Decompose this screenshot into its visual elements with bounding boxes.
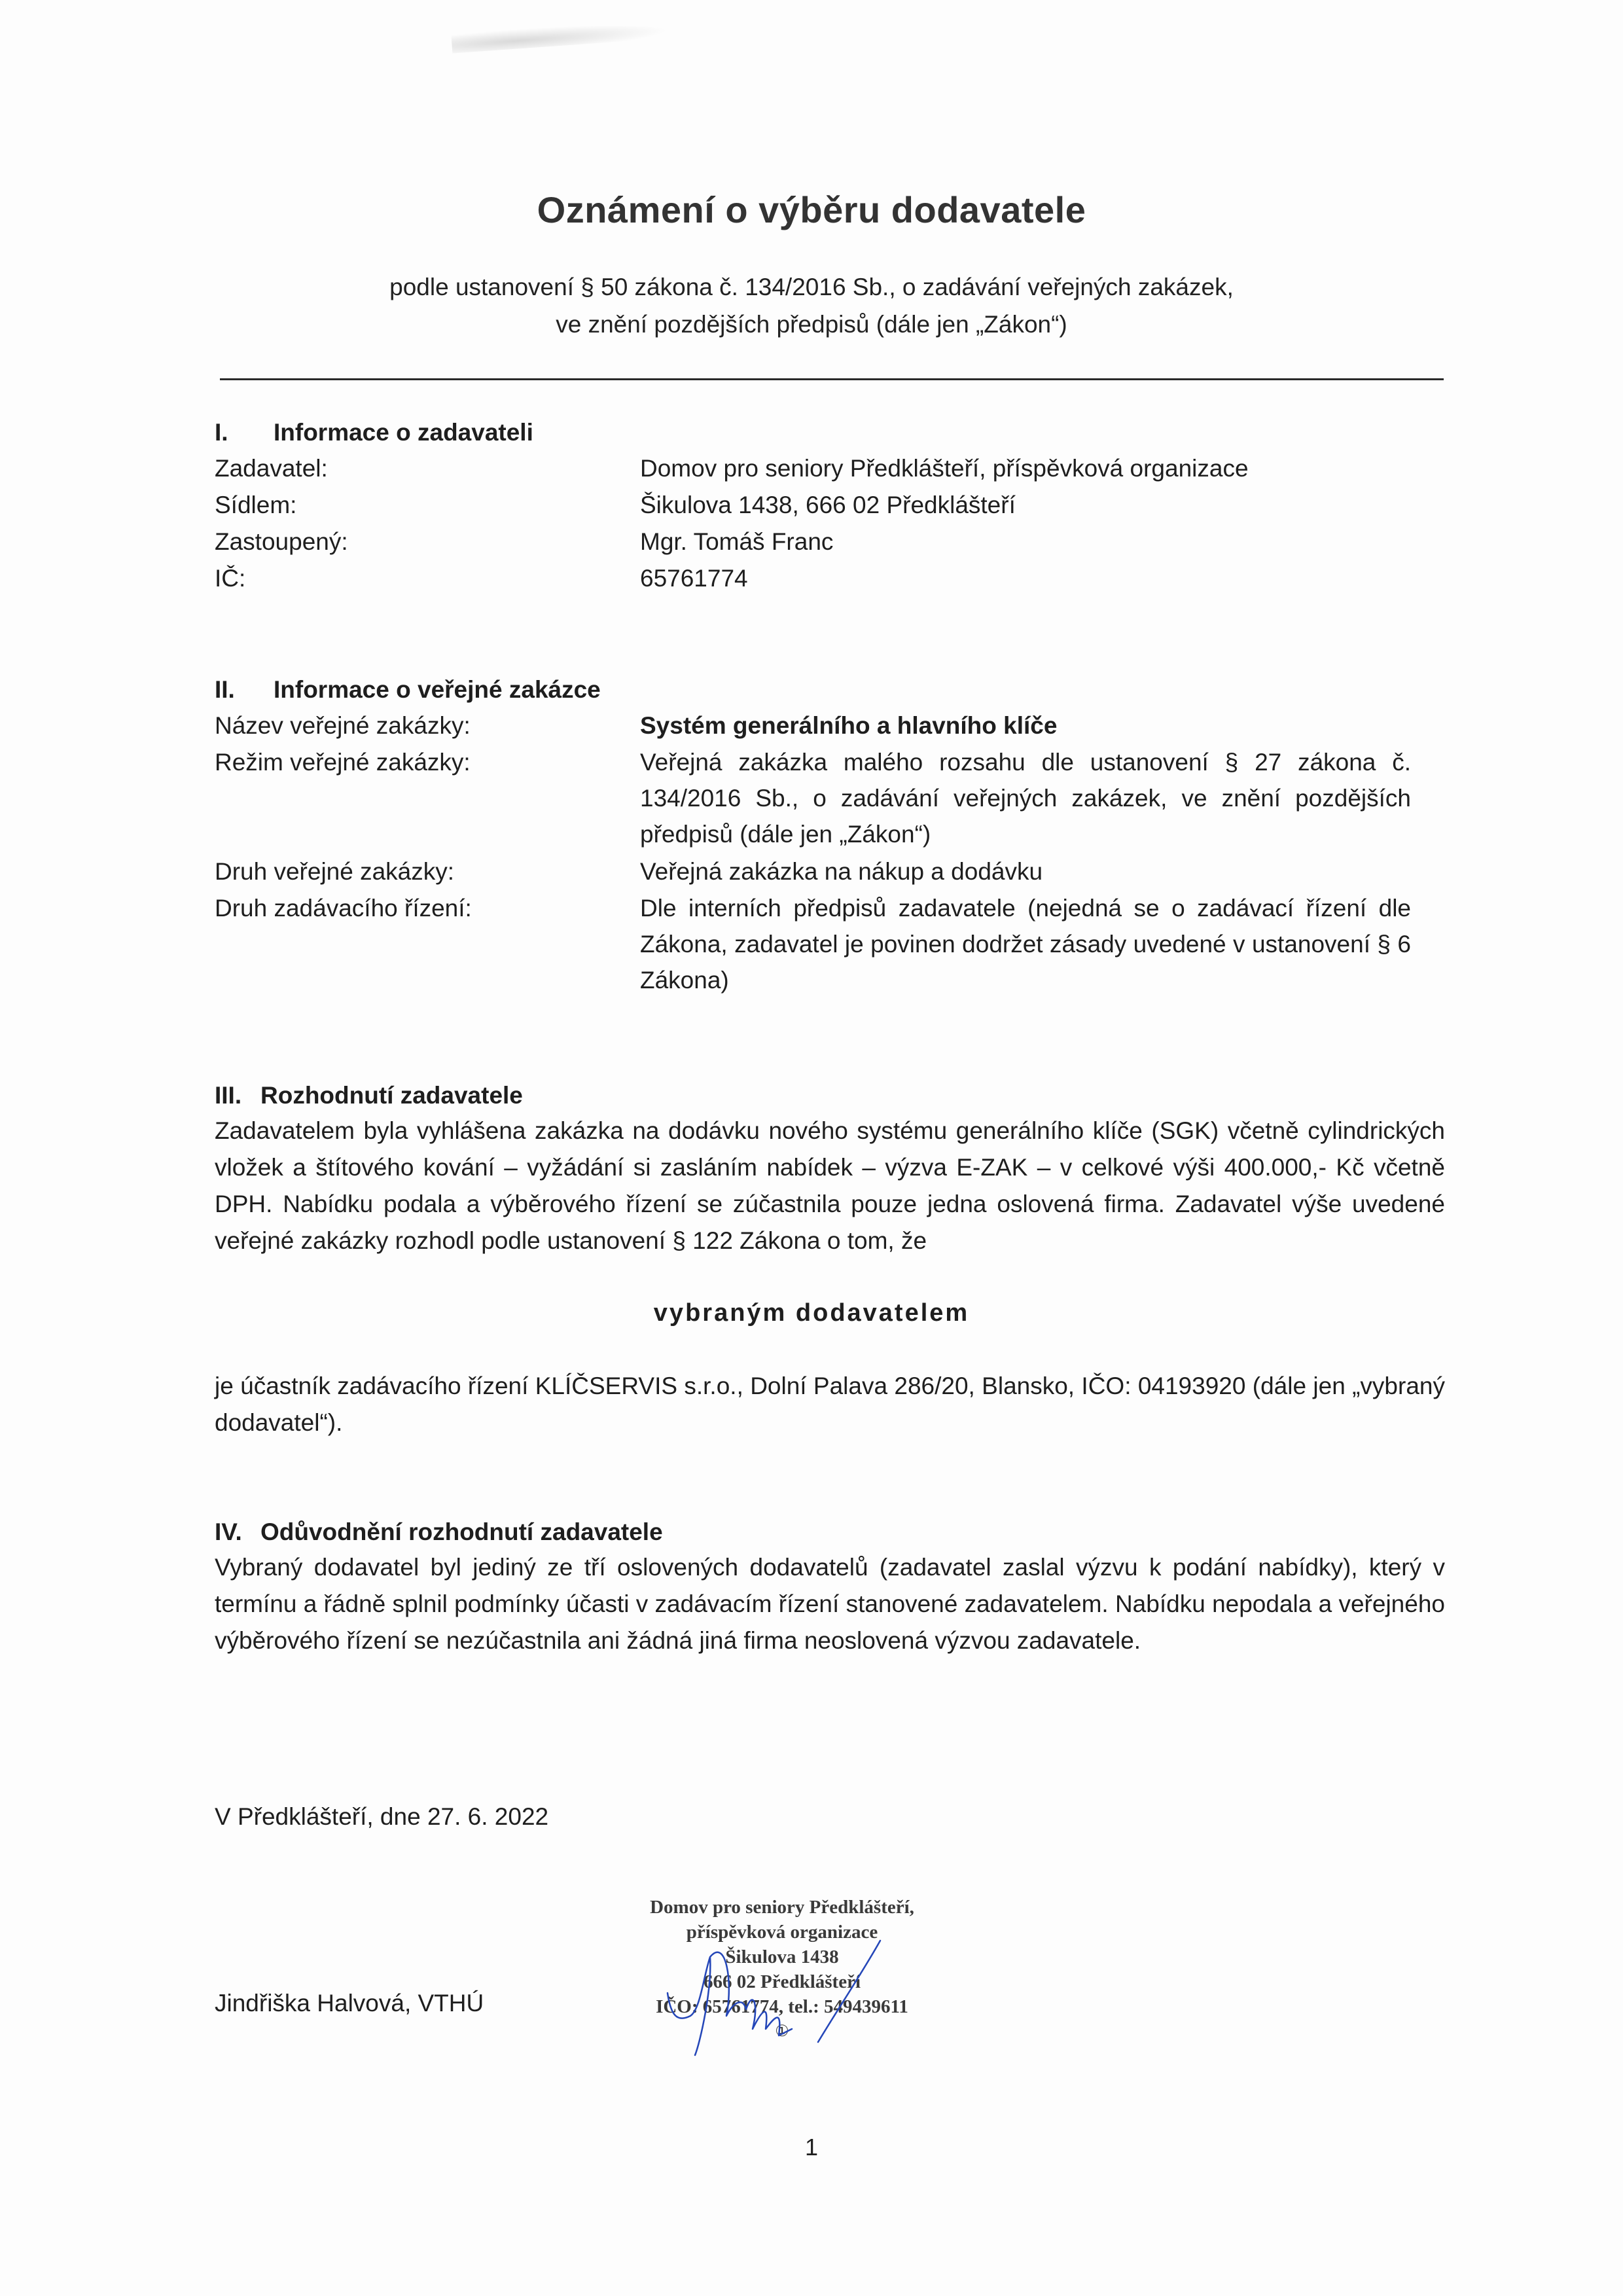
section-title: Odůvodnění rozhodnutí zadavatele: [260, 1518, 663, 1545]
field-label: Název veřejné zakázky:: [215, 712, 471, 739]
field-value: 65761774: [640, 565, 748, 592]
contract-name-value: Systém generálního a hlavního klíče: [640, 712, 1058, 739]
stamp-line: IČO: 65761774, tel.: 549439611: [656, 1996, 908, 2017]
section-2-heading: [215, 676, 601, 704]
stamp-mark: ①: [775, 2023, 789, 2040]
field-value: Veřejná zakázka na nákup a dodávku: [640, 858, 1043, 885]
document-title: Oznámení o výběru dodavatele: [537, 189, 1086, 230]
field-value: Šikulova 1438, 666 02 Předklášteří: [640, 492, 1016, 518]
section-title: Rozhodnutí zadavatele: [260, 1082, 523, 1109]
stamp-line: Domov pro seniory Předklášteří,: [650, 1897, 914, 1918]
decision-paragraph: Zadavatelem byla vyhlášena zakázka na dodávku nového systému generálního klíče (SGK) včetně cylindrických vložek a štítového kování – vyžádání si zasláním nabídek – výzva E-ZAK – v celkové výši 400.000,- Kč včetně DPH. Nabídku podala a výběrového řízení se zúčastnila pouze jedna oslovená firma. Zadavatel výše uvedené veřejné zakázky rozhodl podle ustanovení § 122 Zákona o tom, že: [215, 1117, 1445, 1254]
subtitle-line-2: ve znění pozdějších předpisů (dále jen „Zákon“): [556, 311, 1067, 338]
field-label: Zadavatel:: [215, 455, 328, 482]
subtitle-line-1: podle ustanovení § 50 zákona č. 134/2016 Sb., o zadávání veřejných zakázek,: [389, 274, 1234, 300]
horizontal-rule: [220, 378, 1444, 380]
field-value: Domov pro seniory Předklášteří, příspěvková organizace: [640, 455, 1249, 482]
field-label: Režim veřejné zakázky:: [215, 749, 471, 776]
page-number: 1: [804, 2134, 819, 2161]
signatory-name: Jindřiška Halvová, VTHÚ: [215, 1990, 484, 2017]
section-4-heading: [215, 1518, 663, 1546]
selected-supplier-emphasis: vybraným dodavatelem: [653, 1299, 970, 1327]
section-number: I.: [215, 419, 228, 446]
field-label: Druh zadávacího řízení:: [215, 895, 472, 922]
section-number: IV.: [215, 1518, 242, 1545]
field-value: Mgr. Tomáš Franc: [640, 528, 834, 555]
stamp-line: příspěvková organizace: [686, 1922, 878, 1943]
field-label: IČ:: [215, 565, 246, 592]
field-label: Druh veřejné zakázky:: [215, 858, 455, 885]
field-value: Veřejná zakázka malého rozsahu dle ustanovení § 27 zákona č. 134/2016 Sb., o zadávání veřejných zakázek, ve znění pozdějších předpisů (dále jen „Zákon“): [640, 749, 1411, 848]
scan-smudge: [451, 19, 668, 54]
justification-paragraph: Vybraný dodavatel byl jediný ze tří oslovených dodavatelů (zadavatel zaslal výzvu k podání nabídky), který v termínu a řádně splnil podmínky účasti v zadávacím řízení stanovené zadavatelem. Nabídku nepodala a veřejného výběrového řízení se nezúčastnila ani žádná jiná firma neoslovená výzvou zadavatele.: [215, 1554, 1445, 1654]
section-title: Informace o zadavateli: [274, 419, 533, 446]
stamp-line: 666 02 Předklášteří: [703, 1971, 861, 1992]
section-1-heading: [215, 419, 533, 446]
handwritten-signature: [654, 1931, 890, 2062]
place-and-date: V Předklášteří, dne 27. 6. 2022: [215, 1803, 549, 1830]
field-value: Dle interních předpisů zadavatele (nejedná se o zadávací řízení dle Zákona, zadavatel je povinen dodržet zásady uvedené v ustanovení § 6 Zákona): [640, 895, 1411, 994]
section-number: II.: [215, 676, 235, 703]
section-title: Informace o veřejné zakázce: [274, 676, 601, 703]
selected-supplier-paragraph: je účastník zadávacího řízení KLÍČSERVIS s.r.o., Dolní Palava 286/20, Blansko, IČO: 04193920 (dále jen „vybraný dodavatel“).: [215, 1372, 1445, 1436]
field-label: Zastoupený:: [215, 528, 348, 555]
section-number: III.: [215, 1082, 242, 1109]
signature-stroke: [668, 1941, 880, 2055]
section-3-heading: [215, 1082, 523, 1109]
field-label: Sídlem:: [215, 492, 297, 518]
stamp-line: Šikulova 1438: [725, 1946, 839, 1967]
